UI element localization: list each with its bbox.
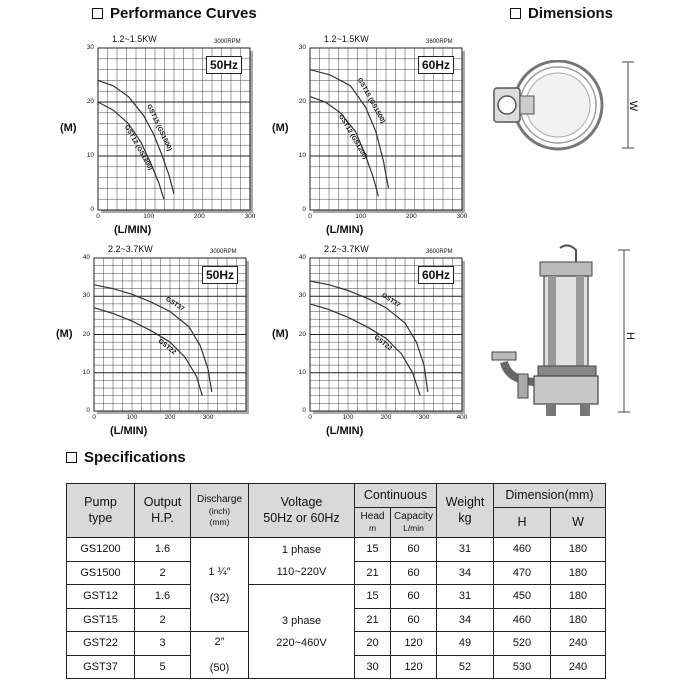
x-tick-label: 0	[308, 213, 312, 220]
voltage-range: 220~460V	[276, 636, 327, 649]
header-dimension: Dimension(mm)	[494, 484, 606, 508]
header-discharge: Discharge (inch) (mm)	[191, 484, 249, 538]
dimension-h-cell: 470	[494, 561, 551, 585]
dimension-w-label: W	[627, 100, 640, 112]
head-cell: 15	[355, 585, 391, 609]
voltage-cell	[249, 538, 355, 585]
x-tick-label: 100	[126, 414, 138, 421]
pump-type-cell: GST12	[67, 585, 135, 609]
y-tick-label: 40	[82, 254, 90, 261]
x-tick-label: 300	[418, 414, 430, 421]
series-label: GST12 (GS1200)	[122, 124, 154, 172]
capacity-cell: 60	[391, 561, 437, 585]
x-tick-label: 100	[342, 414, 354, 421]
dimension-h-cell: 520	[494, 632, 551, 656]
x-tick-label: 200	[405, 213, 417, 220]
x-tick-label: 200	[193, 213, 205, 220]
x-tick-label: 0	[92, 414, 96, 421]
weight-cell: 34	[437, 608, 494, 632]
x-tick-label: 0	[96, 213, 100, 220]
x-tick-label: 100	[143, 213, 155, 220]
x-tick-label: 100	[355, 213, 367, 220]
head-cell: 21	[355, 561, 391, 585]
chart-rpm: 3600RPM	[426, 249, 453, 255]
pump-type-cell: GS1500	[67, 561, 135, 585]
pump-type-cell: GST37	[67, 655, 135, 679]
capacity-cell: 60	[391, 585, 437, 609]
series-label: GST22	[156, 337, 178, 357]
x-tick-label: 0	[308, 414, 312, 421]
header-capacity: Capacity L/min	[391, 508, 437, 538]
y-tick-label: 10	[86, 152, 94, 159]
header-voltage: Voltage 50Hz or 60Hz	[249, 484, 355, 538]
chart-y-axis-label: (M)	[60, 122, 77, 134]
discharge-mm: (32)	[209, 591, 230, 604]
dimension-h-cell: 460	[494, 608, 551, 632]
discharge-cell	[191, 538, 249, 632]
y-tick-label: 20	[298, 98, 306, 105]
dimension-w-cell: 240	[551, 655, 606, 679]
capacity-cell: 120	[391, 632, 437, 656]
chart-x-axis-label: (L/MIN)	[110, 425, 148, 437]
chart-x-axis-label: (L/MIN)	[114, 224, 152, 236]
chart-x-axis-label: (L/MIN)	[326, 224, 364, 236]
specifications-title: Specifications	[84, 449, 186, 466]
table-row	[67, 585, 606, 609]
discharge-inch: 2″	[214, 636, 225, 648]
weight-cell: 31	[437, 585, 494, 609]
weight-cell: 31	[437, 538, 494, 562]
header-weight: Weight kg	[437, 484, 494, 538]
chart-y-axis-label: (M)	[272, 122, 289, 134]
chart-title: 1.2~1.5KW	[324, 34, 369, 44]
table-row	[67, 538, 606, 562]
chart-frequency: 60Hz	[418, 56, 454, 74]
header-pump-type: Pump type	[67, 484, 135, 538]
head-cell: 20	[355, 632, 391, 656]
capacity-cell: 120	[391, 655, 437, 679]
y-tick-label: 30	[298, 44, 306, 51]
dimension-w-cell: 180	[551, 561, 606, 585]
series-label: GST15 (GS1500)	[145, 103, 173, 153]
dimension-h-cell: 530	[494, 655, 551, 679]
head-cell: 15	[355, 538, 391, 562]
y-tick-label: 20	[86, 98, 94, 105]
series-label: GST37	[164, 295, 186, 313]
chart-y-axis-label: (M)	[56, 327, 73, 340]
output-hp-cell: 2	[135, 608, 191, 632]
y-tick-label: 0	[302, 206, 306, 213]
y-tick-label: 10	[82, 368, 90, 376]
y-tick-label: 30	[86, 44, 94, 51]
header-head: Head m	[355, 508, 391, 538]
discharge-mm: (50)	[209, 662, 230, 674]
y-tick-label: 0	[90, 206, 94, 213]
x-tick-label: 300	[244, 213, 256, 220]
series-label: GST12 (GS1200)	[337, 113, 369, 161]
y-tick-label: 0	[86, 407, 90, 414]
y-tick-label: 30	[298, 292, 306, 300]
y-tick-label: 20	[298, 330, 306, 338]
dimension-w-cell: 180	[551, 608, 606, 632]
pump-type-cell: GST22	[67, 632, 135, 656]
series-label: GST22	[372, 334, 394, 353]
output-hp-cell: 5	[135, 655, 191, 679]
series-label: GST15 (GS1500)	[355, 76, 387, 125]
x-tick-label: 300	[202, 414, 214, 421]
dimension-w-cell: 240	[551, 632, 606, 656]
x-tick-label: 200	[380, 414, 392, 421]
head-cell: 30	[355, 655, 391, 679]
capacity-cell: 60	[391, 538, 437, 562]
voltage-phase: 1 phase	[281, 544, 322, 556]
pump-type-cell: GS1200	[67, 538, 135, 562]
output-hp-cell: 3	[135, 632, 191, 656]
chart-frequency: 50Hz	[202, 266, 238, 284]
pump-side-view-drawing	[488, 240, 638, 420]
head-cell: 21	[355, 608, 391, 632]
x-tick-label: 300	[456, 213, 468, 220]
dimension-h-label: H	[623, 332, 636, 340]
chart-y-axis-label: (M)	[272, 327, 289, 340]
series-label: GST37	[380, 291, 402, 310]
header-w: W	[551, 508, 606, 538]
output-hp-cell: 1.6	[135, 538, 191, 562]
header-continuous: Continuous	[355, 484, 437, 508]
dimension-w-cell: 180	[551, 538, 606, 562]
header-h: H	[494, 508, 551, 538]
y-tick-label: 10	[298, 368, 306, 376]
y-tick-label: 20	[82, 330, 90, 338]
voltage-cell	[249, 585, 355, 679]
chart-frequency: 60Hz	[418, 266, 454, 284]
chart-rpm: 3600RPM	[426, 39, 453, 45]
performance-curves-title: Performance Curves	[110, 5, 257, 22]
y-tick-label: 40	[298, 254, 306, 261]
discharge-inch: 1 ¼″	[208, 565, 231, 578]
weight-cell: 34	[437, 561, 494, 585]
chart-frequency: 50Hz	[206, 56, 242, 74]
dimension-w-cell: 180	[551, 585, 606, 609]
dimension-h-cell: 460	[494, 538, 551, 562]
chart-title: 2.2~3.7KW	[108, 244, 153, 254]
weight-cell: 52	[437, 655, 494, 679]
output-hp-cell: 2	[135, 561, 191, 585]
y-tick-label: 10	[298, 152, 306, 159]
y-tick-label: 30	[82, 292, 90, 300]
voltage-range: 110~220V	[276, 566, 327, 578]
chart-title: 2.2~3.7KW	[324, 244, 369, 254]
capacity-cell: 60	[391, 608, 437, 632]
discharge-cell	[191, 632, 249, 679]
chart-x-axis-label: (L/MIN)	[326, 425, 364, 437]
voltage-phase: 3 phase	[281, 614, 322, 627]
pump-top-view-drawing	[480, 60, 640, 160]
output-hp-cell: 1.6	[135, 585, 191, 609]
chart-rpm: 3000RPM	[214, 39, 241, 45]
specifications-table	[66, 483, 606, 679]
x-tick-label: 400	[456, 414, 468, 421]
chart-rpm: 3000RPM	[210, 249, 237, 255]
y-tick-label: 0	[302, 407, 306, 414]
dimensions-title: Dimensions	[528, 5, 614, 22]
x-tick-label: 200	[164, 414, 176, 421]
header-output: Output H.P.	[135, 484, 191, 538]
chart-title: 1.2~1.5KW	[112, 34, 157, 44]
pump-type-cell: GST15	[67, 608, 135, 632]
weight-cell: 49	[437, 632, 494, 656]
dimension-h-cell: 450	[494, 585, 551, 609]
